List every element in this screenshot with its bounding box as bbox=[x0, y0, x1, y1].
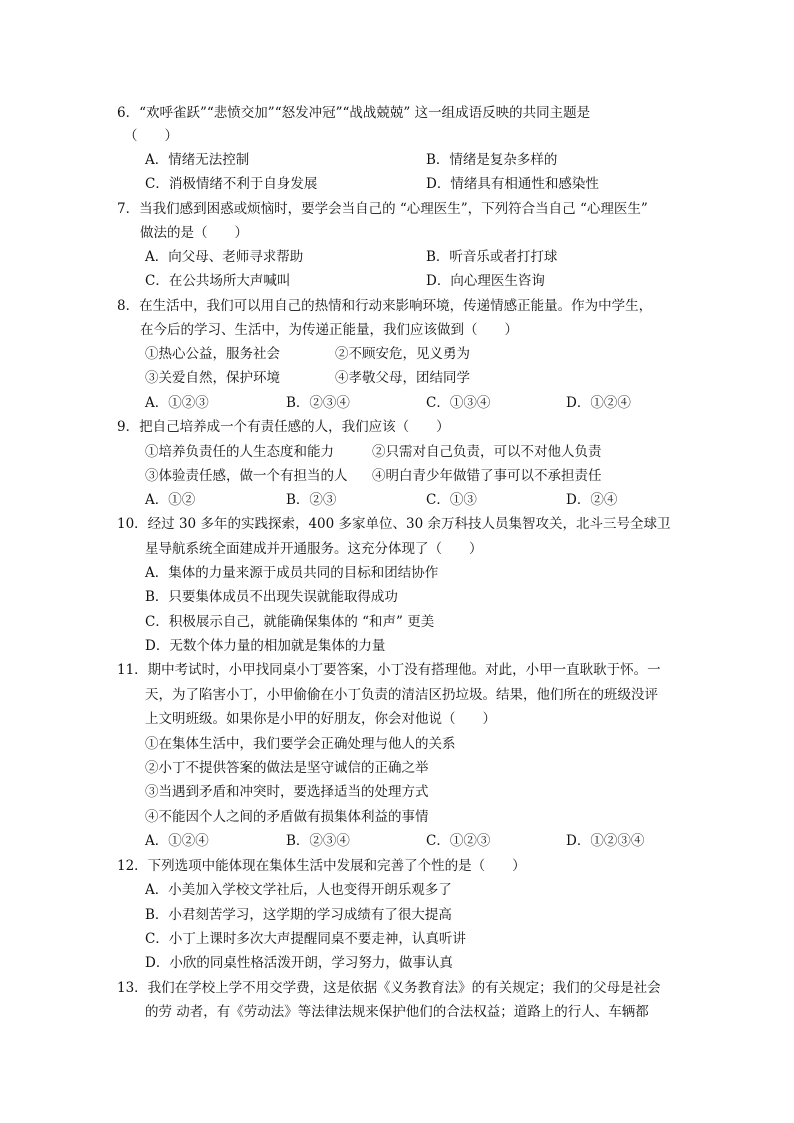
q11-item-3: ③当遇到矛盾和冲突时，要选择适当的处理方式 bbox=[145, 784, 429, 800]
q12-option-d: D．小欣的同桌性格活泼开朗，学习努力，做事认真 bbox=[145, 955, 453, 971]
q12-option-b: B．小君刻苦学习，这学期的学习成绩有了很大提高 bbox=[145, 907, 452, 923]
q9-choice-b: B．②③ bbox=[286, 492, 337, 508]
q8-choice-a: A．①②③ bbox=[145, 395, 209, 411]
q8-choice-b: B．②③④ bbox=[286, 395, 350, 411]
q10-option-d: D．无数个体力量的相加就是集体的力量 bbox=[145, 638, 386, 654]
q8-choice-c: C．①③④ bbox=[426, 395, 491, 411]
q11-choice-b: B．②③④ bbox=[286, 833, 350, 849]
q10-option-a: A．集体的力量来源于成员共同的目标和团结协作 bbox=[145, 565, 439, 581]
q6-stem-line-2: （ ） bbox=[124, 128, 178, 144]
q8-item-4: ④孝敬父母，团结同学 bbox=[335, 370, 470, 386]
q11-stem-line-3: 上文明班级。如果你是小甲的好朋友，你会对他说（ ） bbox=[145, 711, 496, 727]
q12-stem: 12．下列选项中能体现在集体生活中发展和完善了个性的是（ ） bbox=[117, 858, 526, 874]
q8-stem-line-1: 8．在生活中，我们可以用自己的热情和行动来影响环境，传递情感正能量。作为中学生， bbox=[117, 298, 653, 314]
q12-option-c: C．小丁上课时多次大声提醒同桌不要走神，认真听讲 bbox=[145, 931, 466, 947]
q11-choice-d: D．①②③④ bbox=[566, 833, 645, 849]
q13-stem-line-1: 13．我们在学校上学不用交学费，这是依据《义务教育法》的有关规定；我们的父母是社会 bbox=[117, 980, 661, 996]
q9-choice-c: C．①③ bbox=[426, 492, 477, 508]
q10-option-b: B．只要集体成员不出现失误就能取得成功 bbox=[145, 589, 398, 605]
q11-choice-c: C．①②③ bbox=[426, 833, 491, 849]
q6-option-b: B．情绪是复杂多样的 bbox=[426, 152, 558, 168]
q9-choice-a: A．①② bbox=[145, 492, 196, 508]
q9-stem: 9．把自己培养成一个有责任感的人，我们应该（ ） bbox=[117, 419, 450, 435]
q11-stem-line-1: 11．期中考试时，小甲找同桌小丁要答案，小丁没有搭理他。对此，小甲一直耿耿于怀。一 bbox=[117, 662, 661, 678]
q7-option-b: B．听音乐或者打打球 bbox=[426, 249, 558, 265]
q9-item-1: ①培养负责任的人生态度和能力 bbox=[145, 444, 334, 460]
q11-item-1: ①在集体生活中，我们要学会正确处理与他人的关系 bbox=[145, 736, 456, 752]
q8-item-1: ①热心公益，服务社会 bbox=[145, 346, 280, 362]
q10-option-c: C．积极展示自己，就能确保集体的 “和声” 更美 bbox=[145, 614, 435, 630]
q11-item-4: ④不能因个人之间的矛盾做有损集体利益的事情 bbox=[145, 809, 429, 825]
q8-choice-d: D．①②④ bbox=[566, 395, 631, 411]
q7-stem-line-2: 做法的是（ ） bbox=[140, 225, 248, 241]
q6-option-a: A．情绪无法控制 bbox=[145, 152, 250, 168]
q7-stem-line-1: 7．当我们感到困惑或烦恼时，要学会当自己的 “心理医生”，下列符合当自己 “心理医生” bbox=[117, 201, 648, 217]
q13-stem-line-2: 的劳 动者，有《劳动法》等法律法规来保护他们的合法权益；道路上的行人、车辆都 bbox=[145, 1004, 649, 1020]
q8-item-2: ②不顾安危，见义勇为 bbox=[335, 346, 470, 362]
q11-item-2: ②小丁不提供答案的做法是坚守诚信的正确之举 bbox=[145, 760, 429, 776]
q9-choice-d: D．②④ bbox=[566, 492, 618, 508]
q8-stem-line-2: 在今后的学习、生活中，为传递正能量，我们应该做到（ ） bbox=[140, 322, 518, 338]
q10-stem-line-2: 星导航系统全面建成并开通服务。这充分体现了（ ） bbox=[145, 541, 483, 557]
q11-choice-a: A．①②④ bbox=[145, 833, 209, 849]
q7-option-d: D．向心理医生咨询 bbox=[426, 273, 545, 289]
q6-stem-line-1: 6．“欢呼雀跃”“悲愤交加”“怒发冲冠”“战战兢兢” 这一组成语反映的共同主题是 bbox=[117, 105, 591, 121]
q7-option-a: A．向父母、老师寻求帮助 bbox=[145, 249, 304, 265]
q11-stem-line-2: 天，为了陷害小丁，小甲偷偷在小丁负责的清洁区扔垃圾。结果，他们所在的班级没评 bbox=[145, 687, 658, 703]
q6-option-c: C．消极情绪不利于自身发展 bbox=[145, 176, 318, 192]
q9-item-3: ③体验责任感，做一个有担当的人 bbox=[145, 468, 348, 484]
q10-stem-line-1: 10．经过 30 多年的实践探索，400 多家单位、30 余万科技人员集智攻关，北斗三号全球卫 bbox=[117, 516, 671, 532]
q9-item-4: ④明白青少年做错了事可以不承担责任 bbox=[372, 468, 602, 484]
q12-option-a: A．小美加入学校文学社后，人也变得开朗乐观多了 bbox=[145, 882, 452, 898]
q6-option-d: D．情绪具有相通性和感染性 bbox=[426, 176, 599, 192]
q7-option-c: C．在公共场所大声喊叫 bbox=[145, 273, 291, 289]
q8-item-3: ③关爱自然，保护环境 bbox=[145, 370, 280, 386]
q9-item-2: ②只需对自己负责，可以不对他人负责 bbox=[372, 444, 602, 460]
